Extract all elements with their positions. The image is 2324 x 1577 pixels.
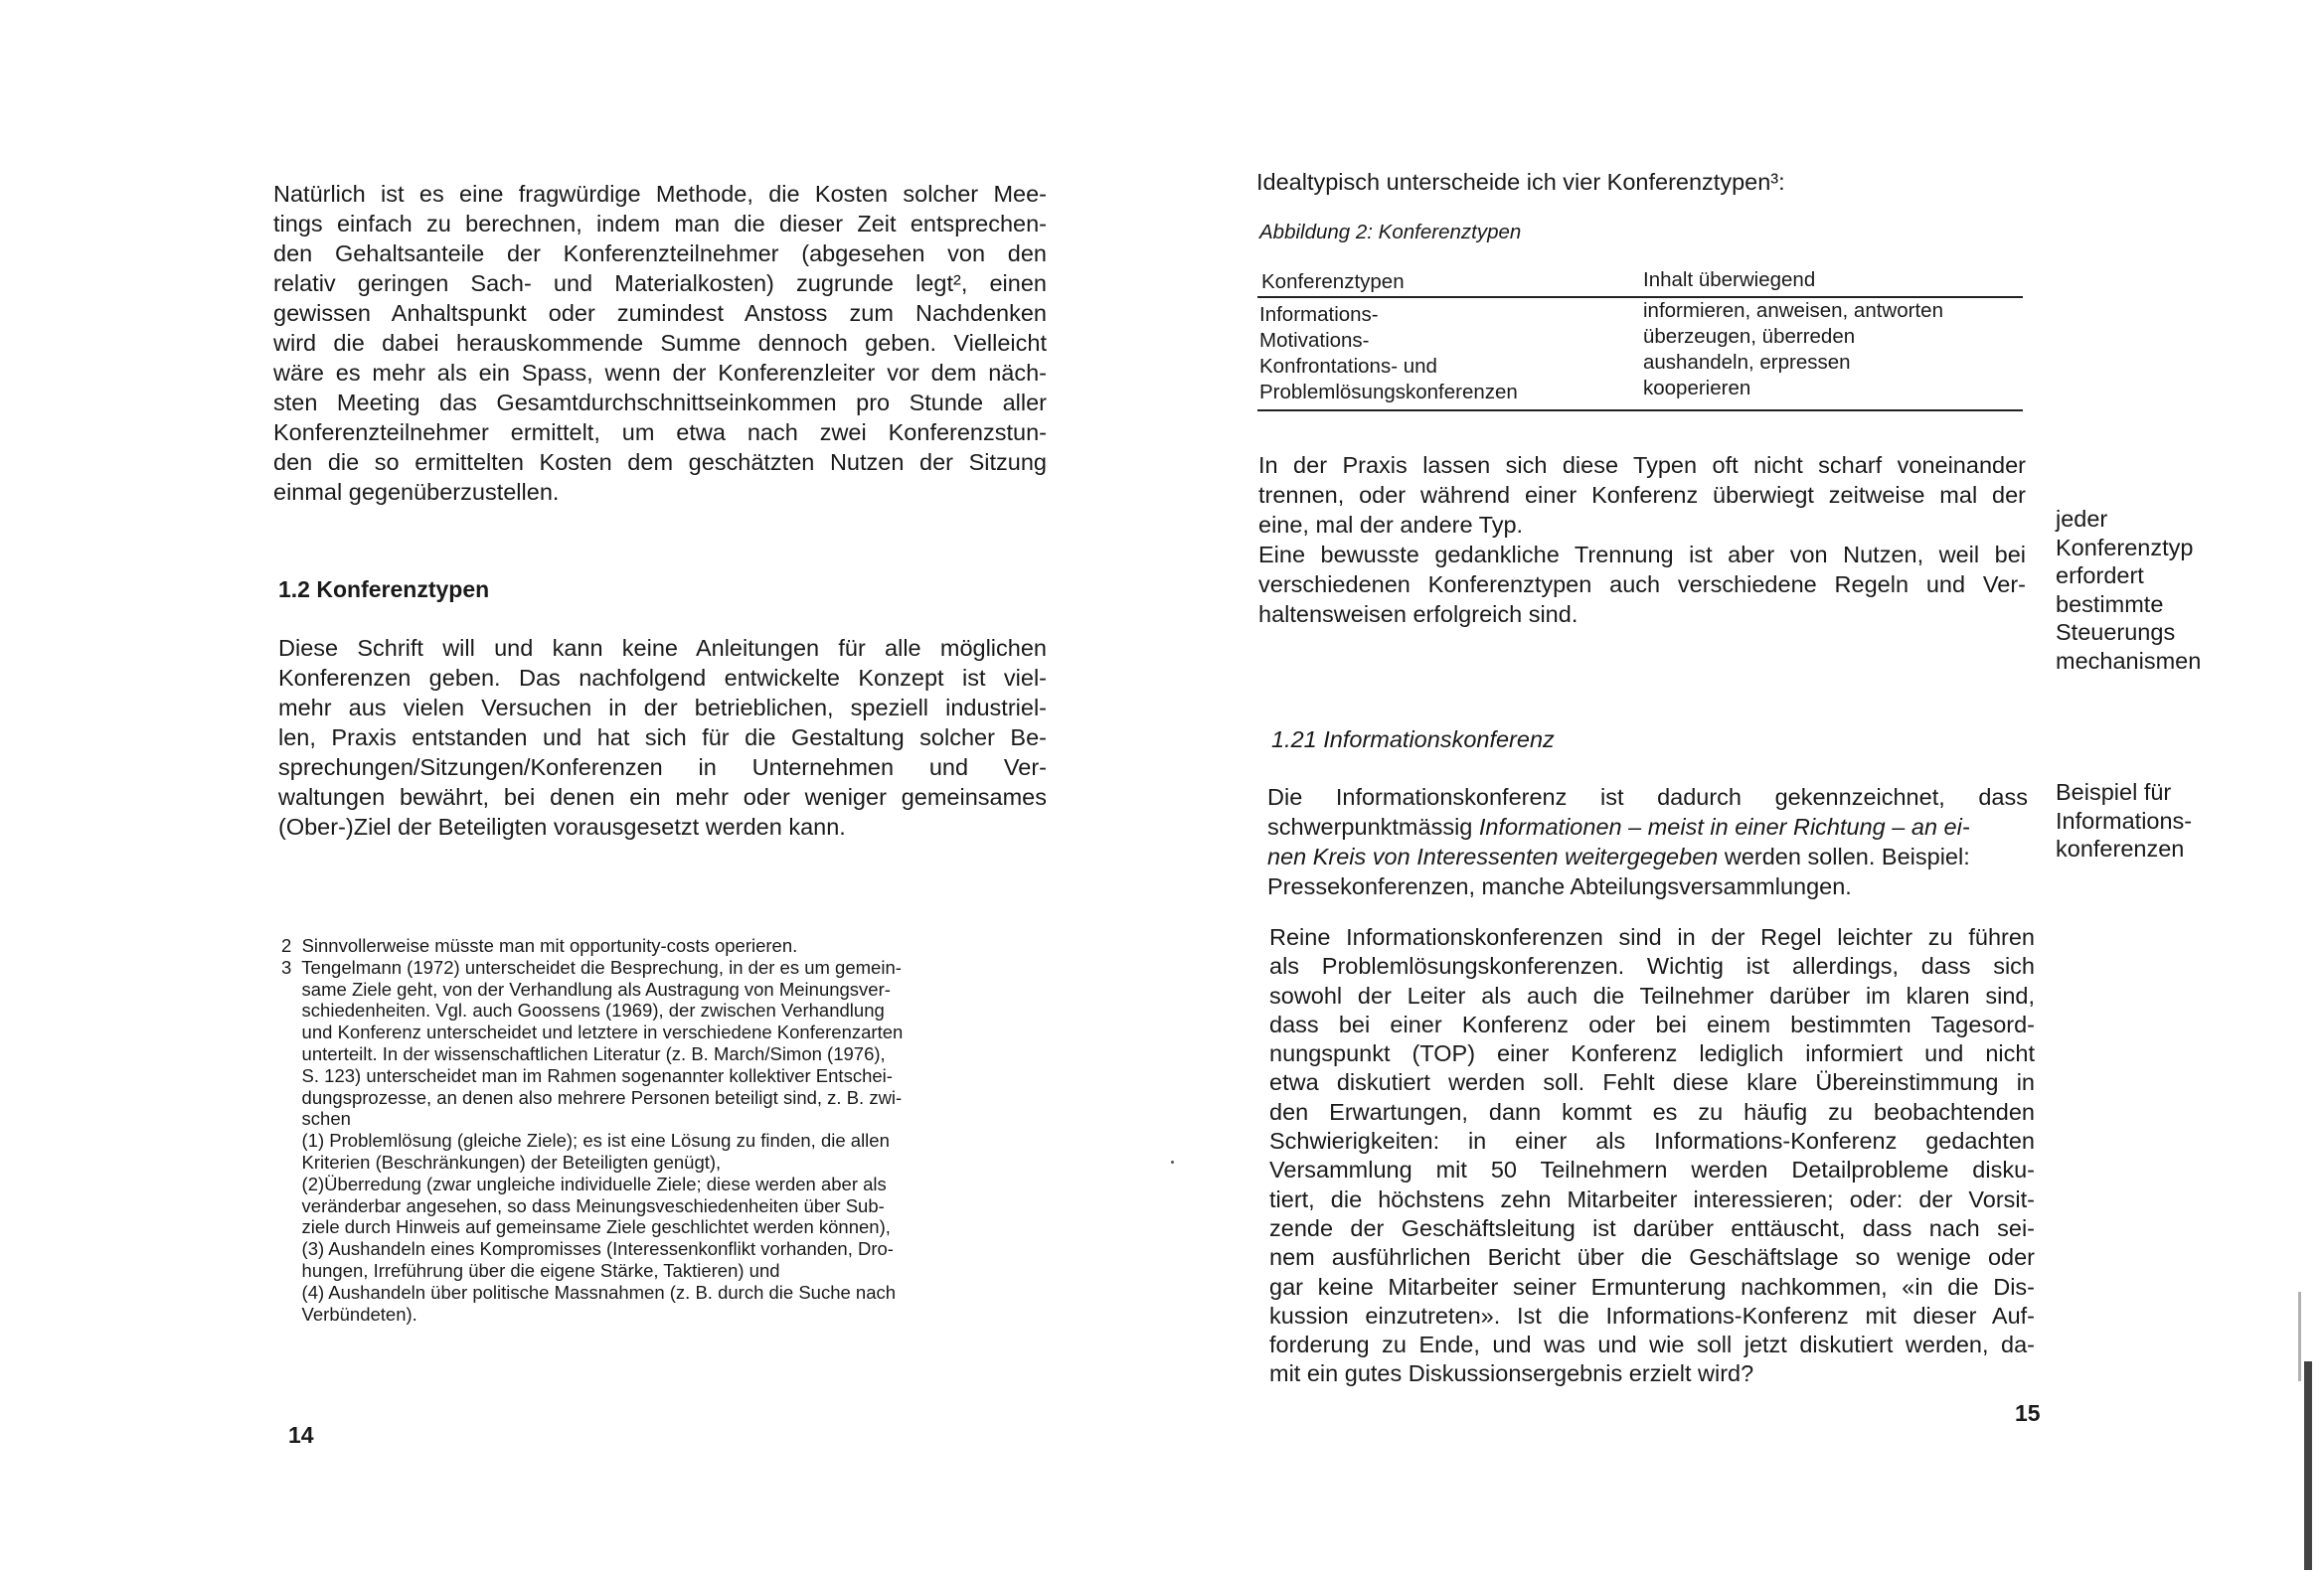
text-line: (Ober-)Ziel der Beteiligten vorausgesetzt werden kann.	[278, 814, 846, 840]
footnote-line: Verbündeten).	[281, 1303, 417, 1325]
text-line: Natürlich ist es eine fragwürdige Methode, die Kosten solcher Mee-	[273, 181, 1047, 207]
text-line: Pressekonferenzen, manche Abteilungsversammlungen.	[1267, 873, 1852, 899]
margin-note-line: mechanismen	[2056, 647, 2202, 674]
reine-paragraph	[1269, 923, 2035, 1389]
footnote-line: schen	[281, 1108, 351, 1130]
text-line: nungspunkt (TOP) einer Konferenz lediglich informiert und nicht	[1269, 1040, 2035, 1067]
konferenztypen-table	[1257, 268, 2023, 411]
margin-note-line: Steuerungs	[2056, 619, 2176, 645]
text-line: haltensweisen erfolgreich sind.	[1258, 601, 1578, 627]
text-line: kussion einzutreten». Ist die Informations-Konferenz mit dieser Auf-	[1269, 1302, 2035, 1329]
margin-note-beispiel	[2056, 778, 2192, 864]
left-intro-paragraph	[273, 179, 1047, 507]
margin-note-line: konferenzen	[2056, 836, 2185, 862]
table-col-content	[1643, 298, 1943, 401]
margin-note-line: Beispiel für	[2056, 779, 2172, 805]
table-body	[1257, 298, 2023, 411]
text-span: werden sollen. Beispiel:	[1718, 844, 1970, 869]
text-line: tings einfach zu berechnen, indem man die dieser Zeit entsprechen-	[273, 211, 1047, 237]
footnote-line: (1) Problemlösung (gleiche Ziele); es ist eine Lösung zu finden, die allen	[281, 1130, 890, 1152]
table-header-types: Konferenztypen	[1261, 270, 1405, 293]
scan-edge-mark	[2298, 1292, 2301, 1381]
text-line: Eine bewusste gedankliche Trennung ist aber von Nutzen, weil bei	[1258, 542, 2026, 567]
footnotes	[281, 935, 1055, 1325]
text-line: len, Praxis entstanden und hat sich für die Gestaltung solcher Be-	[278, 724, 1047, 750]
footnote-line: (3) Aushandeln eines Kompromisses (Interessenkonflikt vorhanden, Dro-	[281, 1238, 894, 1260]
text-line: sten Meeting das Gesamtdurchschnittseinkommen pro Stunde aller	[273, 390, 1047, 415]
table-cell: Informations-	[1259, 303, 1379, 326]
table-col-types	[1259, 302, 1518, 405]
margin-note-line: Informations-	[2056, 807, 2193, 834]
margin-note-line: jeder	[2056, 506, 2108, 532]
text-line: relativ geringen Sach- und Materialkosten) zugrunde legt², einen	[273, 270, 1047, 296]
text-line: zende der Geschäftsleitung ist darüber enttäuscht, dass nach sei-	[1269, 1214, 2035, 1241]
table-header-content: Inhalt überwiegend	[1643, 268, 1816, 291]
text-line: etwa diskutiert werden soll. Fehlt diese klare Übereinstimmung in	[1269, 1069, 2035, 1096]
text-line: den Erwartungen, dann kommt es zu häufig zu beobachtenden	[1269, 1098, 2035, 1125]
footnote-line: schiedenheiten. Vgl. auch Goossens (1969), der zwischen Verhandlung	[281, 1000, 885, 1022]
table-cell: informieren, anweisen, antworten	[1643, 299, 1943, 322]
text-line: Schwierigkeiten: in einer als Informations-Konferenz gedachten	[1269, 1128, 2035, 1155]
text-line: waltungen bewährt, bei denen ein mehr oder weniger gemeinsames	[278, 784, 1047, 810]
text-line: Diese Schrift will und kann keine Anleitungen für alle möglichen	[278, 635, 1047, 661]
footnote-line: (4) Aushandeln über politische Massnahmen (z. B. durch die Suche nach	[281, 1281, 897, 1303]
footnote-line: unterteilt. In der wissenschaftlichen Literatur (z. B. March/Simon (1976),	[281, 1042, 886, 1064]
footnote-line: 2 Sinnvollerweise müsste man mit opportunity-costs operieren.	[281, 935, 798, 956]
text-line	[1267, 812, 2028, 842]
subsection-heading: 1.21 Informationskonferenz	[1271, 726, 1555, 752]
table-header	[1257, 268, 2023, 298]
table-cell: Konfrontations- und	[1259, 355, 1437, 378]
text-line: verschiedenen Konferenztypen auch verschiedene Regeln und Ver-	[1258, 571, 2026, 597]
footnote-line: same Ziele geht, von der Verhandlung als Austragung von Meinungsver-	[281, 978, 891, 1000]
table-cell: Motivations-	[1259, 329, 1370, 352]
emphasis-text: Informationen – meist in einer Richtung – an ei-	[1478, 814, 1970, 840]
info-paragraph	[1267, 782, 2028, 901]
section-heading: 1.2 Konferenztypen	[278, 576, 490, 602]
footnote-line: ziele durch Hinweis auf gemeinsame Ziele geschlichtet werden können),	[281, 1216, 891, 1238]
text-line: In der Praxis lassen sich diese Typen oft nicht scharf voneinander	[1258, 452, 2026, 478]
text-line: mit ein gutes Diskussionsergebnis erzielt wird?	[1269, 1360, 1754, 1387]
text-line: eine, mal der andere Typ.	[1258, 512, 1524, 538]
text-line: als Problemlösungskonferenzen. Wichtig ist allerdings, dass sich	[1269, 953, 2035, 980]
gutter-mark	[1171, 1161, 1174, 1164]
text-line: gar keine Mitarbeiter seiner Ermunterung nachkommen, «in die Dis-	[1269, 1273, 2035, 1300]
text-line: Konferenzen geben. Das nachfolgend entwickelte Konzept ist viel-	[278, 665, 1047, 691]
figure-caption: Abbildung 2: Konferenztypen	[1259, 221, 1522, 243]
footnote-line: und Konferenz unterscheidet und letztere in verschiedene Konferenzarten	[281, 1022, 904, 1043]
margin-note-line: erfordert	[2056, 562, 2144, 588]
margin-note-steuerung	[2056, 505, 2201, 675]
text-line: den die so ermittelten Kosten dem geschätzten Nutzen der Sitzung	[273, 449, 1047, 475]
practice-paragraph	[1258, 450, 2026, 629]
text-line: sowohl der Leiter als auch die Teilnehmer darüber im klaren sind,	[1269, 982, 2035, 1009]
footnote-line: hungen, Irreführung über die eigene Stärke, Taktieren) und	[281, 1259, 780, 1281]
text-line: dass bei einer Konferenz oder bei einem bestimmten Tagesord-	[1269, 1011, 2035, 1037]
footnote-line: (2)Überredung (zwar ungleiche individuelle Ziele; diese werden aber als	[281, 1173, 887, 1194]
footnote-line: veränderbar angesehen, so dass Meinungsveschiedenheiten über Sub-	[281, 1194, 885, 1216]
text-line: forderung zu Ende, und was und wie soll jetzt diskutiert werden, da-	[1269, 1332, 2035, 1358]
text-line: Reine Informationskonferenzen sind in der Regel leichter zu führen	[1269, 924, 2035, 950]
table-cell: kooperieren	[1643, 377, 1751, 399]
text-line: wäre es mehr als ein Spass, wenn der Konferenzleiter vor dem näch-	[273, 360, 1047, 386]
emphasis-text: nen Kreis von Interessenten weitergegeben	[1267, 844, 1719, 869]
margin-note-line: Konferenztyp	[2056, 534, 2194, 560]
text-line: sprechungen/Sitzungen/Konferenzen in Unternehmen und Ver-	[278, 754, 1047, 780]
margin-note-line: bestimmte	[2056, 590, 2164, 617]
text-line: einmal gegenüberzustellen.	[273, 479, 560, 505]
text-line: mehr aus vielen Versuchen in der betrieblichen, speziell industriel-	[278, 695, 1047, 720]
text-line: tiert, die höchstens zehn Mitarbeiter interessieren; oder: der Vorsit-	[1269, 1185, 2035, 1212]
footnote-line: 3 Tengelmann (1972) unterscheidet die Besprechung, in der es um gemein-	[281, 956, 902, 978]
right-intro: Idealtypisch unterscheide ich vier Konferenztypen³:	[1256, 169, 1785, 195]
text-line: wird die dabei herauskommende Summe dennoch geben. Vielleicht	[273, 330, 1047, 356]
text-line: gewissen Anhaltspunkt oder zumindest Anstoss zum Nachdenken	[273, 300, 1047, 326]
text-span: schwerpunktmässig	[1267, 814, 1479, 840]
text-line: Versammlung mit 50 Teilnehmern werden Detailprobleme disku-	[1269, 1157, 2035, 1183]
footnote-line: Kriterien (Beschränkungen) der Beteiligten genügt),	[281, 1151, 722, 1173]
text-line: den Gehaltsanteile der Konferenzteilnehmer (abgesehen von den	[273, 240, 1047, 266]
footnote-line: S. 123) unterscheidet man im Rahmen sogenannter kollektiver Entschei-	[281, 1064, 893, 1086]
section-paragraph	[278, 633, 1047, 842]
scan-edge-mark	[2304, 1361, 2312, 1570]
table-cell: Problemlösungskonferenzen	[1259, 381, 1518, 403]
page-number-left: 14	[288, 1422, 314, 1448]
footnote-line: dungsprozesse, an denen also mehrere Personen beteiligt sind, z. B. zwi-	[281, 1086, 903, 1108]
text-line	[1267, 842, 2028, 871]
text-line: Konferenzteilnehmer ermittelt, um etwa nach zwei Konferenzstun-	[273, 419, 1047, 445]
text-line: Die Informationskonferenz ist dadurch gekennzeichnet, dass	[1267, 784, 2028, 810]
text-line: nem ausführlichen Bericht über die Geschäftslage so wenige oder	[1269, 1244, 2035, 1271]
table-cell: überzeugen, überreden	[1643, 325, 1856, 348]
page-number-right: 15	[2015, 1400, 2041, 1426]
table-cell: aushandeln, erpressen	[1643, 351, 1851, 374]
text-line: trennen, oder während einer Konferenz überwiegt zeitweise mal der	[1258, 482, 2026, 508]
